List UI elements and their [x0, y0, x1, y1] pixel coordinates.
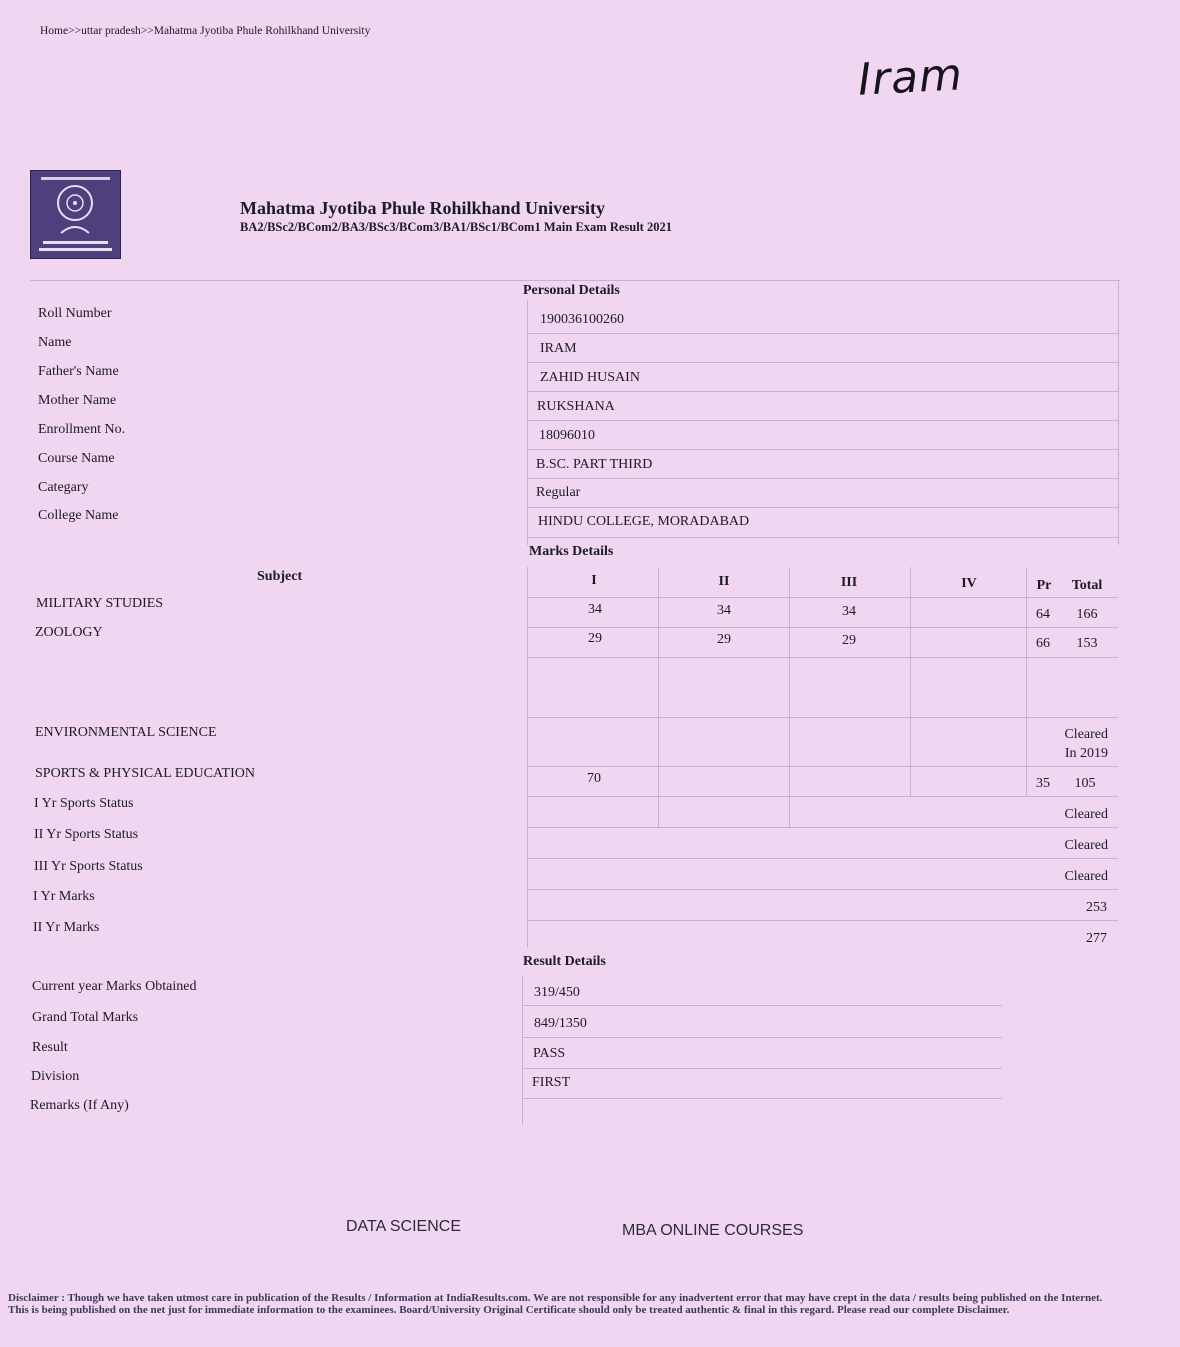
- environmental-science-status: Cleared: [1064, 727, 1108, 742]
- column-divider: [789, 567, 790, 827]
- name-label: Name: [38, 335, 72, 350]
- row-divider: [527, 717, 1118, 718]
- marks-details-heading: Marks Details: [529, 544, 614, 559]
- environmental-science-year: In 2019: [1064, 746, 1108, 761]
- breadcrumb-home-link[interactable]: Home: [40, 25, 69, 37]
- column-divider: [1026, 567, 1027, 797]
- sports-status-label: I Yr Sports Status: [34, 796, 134, 811]
- college-name-label: College Name: [38, 508, 119, 523]
- current-year-marks-value: 319/450: [534, 985, 580, 1000]
- total-column-header: Total: [1071, 578, 1103, 593]
- row-divider: [527, 627, 1118, 628]
- year-marks-label: I Yr Marks: [33, 889, 95, 904]
- current-year-marks-label: Current year Marks Obtained: [32, 979, 197, 994]
- roll-number-value: 190036100260: [540, 312, 624, 327]
- sports-status-value: Cleared: [1064, 807, 1108, 822]
- paper-ii-mark: 34: [717, 603, 731, 618]
- mother-name-label: Mother Name: [38, 393, 117, 408]
- year-marks-value: 253: [1086, 900, 1107, 915]
- college-name-value: HINDU COLLEGE, MORADABAD: [538, 514, 750, 529]
- sports-total: 105: [1074, 776, 1096, 791]
- row-divider: [527, 478, 1118, 479]
- division-value: FIRST: [532, 1075, 571, 1090]
- row-divider: [527, 597, 1118, 598]
- row-divider: [527, 391, 1118, 392]
- exam-title: BA2/BSc2/BCom2/BA3/BSc3/BCom3/BA1/BSc1/BCom1 Main Exam Result 2021: [240, 220, 672, 234]
- practical-mark: 64: [1036, 607, 1050, 622]
- sports-subject-name: SPORTS & PHYSICAL EDUCATION: [35, 766, 255, 781]
- row-divider: [527, 362, 1118, 363]
- year-marks-value: 277: [1086, 931, 1107, 946]
- course-name-value: B.SC. PART THIRD: [536, 457, 653, 472]
- father-name-label: Father's Name: [38, 364, 119, 379]
- university-logo: [30, 170, 121, 259]
- disclaimer-text: Disclaimer : Though we have taken utmost care in publication of the Results / Information at IndiaResults.com. We are not responsible for any inadvertent error that may have crept in the data / results being published on the Internet. This is being published on the net just for immediate information to the examinees. Board/University Original Certificate should only be treated authentic & final in this regard. Please read our complete Disclaimer.: [8, 1292, 1103, 1316]
- year-marks-label: II Yr Marks: [33, 920, 100, 935]
- father-name-value: ZAHID HUSAIN: [540, 370, 640, 385]
- roll-number-label: Roll Number: [38, 306, 112, 321]
- breadcrumb-separator: >>: [68, 25, 82, 37]
- column-divider: [527, 300, 528, 545]
- row-divider: [527, 827, 1118, 828]
- row-divider: [527, 420, 1118, 421]
- grand-total-value: 849/1350: [534, 1016, 587, 1031]
- practical-column-header: Pr: [1036, 578, 1052, 593]
- mother-name-value: RUKSHANA: [537, 399, 615, 414]
- university-name: Mahatma Jyotiba Phule Rohilkhand University: [240, 198, 606, 218]
- data-science-link[interactable]: DATA SCIENCE: [346, 1218, 461, 1235]
- sports-status-value: Cleared: [1064, 869, 1108, 884]
- sports-status-label: II Yr Sports Status: [34, 827, 139, 842]
- column-divider: [527, 567, 528, 947]
- paper-iii-mark: 34: [842, 604, 856, 619]
- sports-paper-i-mark: 70: [587, 771, 601, 786]
- subject-column-header: Subject: [257, 569, 303, 584]
- name-value: IRAM: [540, 341, 577, 356]
- result-details-heading: Result Details: [523, 954, 606, 969]
- row-divider: [522, 1068, 1002, 1069]
- paper-i-mark: 29: [588, 631, 602, 646]
- course-name-label: Course Name: [38, 451, 115, 466]
- paper-ii-column-header: II: [718, 574, 730, 589]
- result-value: PASS: [533, 1046, 566, 1061]
- column-divider: [658, 567, 659, 827]
- enrollment-label: Enrollment No.: [38, 422, 126, 437]
- row-divider: [527, 449, 1118, 450]
- enrollment-value: 18096010: [539, 428, 595, 443]
- row-divider: [522, 1098, 1002, 1099]
- paper-i-mark: 34: [588, 602, 602, 617]
- table-border: [30, 280, 1120, 281]
- grand-total-label: Grand Total Marks: [32, 1010, 139, 1025]
- paper-iii-column-header: III: [840, 575, 858, 590]
- paper-iv-column-header: IV: [961, 576, 977, 591]
- row-divider: [522, 1037, 1002, 1038]
- sports-status-label: III Yr Sports Status: [34, 859, 143, 874]
- personal-details-heading: Personal Details: [523, 283, 620, 298]
- breadcrumb-current: Mahatma Jyotiba Phule Rohilkhand University: [153, 25, 371, 37]
- paper-i-column-header: I: [591, 573, 597, 588]
- subject-total: 153: [1076, 636, 1098, 651]
- row-divider: [527, 657, 1118, 658]
- row-divider: [522, 1005, 1002, 1006]
- university-emblem-icon: [31, 171, 120, 258]
- division-label: Division: [31, 1069, 80, 1084]
- subject-total: 166: [1076, 607, 1098, 622]
- sports-status-value: Cleared: [1064, 838, 1108, 853]
- handwritten-signature: Iram: [856, 49, 965, 106]
- practical-mark: 66: [1036, 636, 1050, 651]
- row-divider: [527, 537, 1118, 538]
- category-label: Categary: [38, 480, 89, 495]
- breadcrumb-separator: >>: [140, 25, 154, 37]
- column-divider: [522, 975, 523, 1125]
- result-label: Result: [32, 1040, 68, 1055]
- table-border: [1118, 280, 1119, 545]
- row-divider: [527, 858, 1118, 859]
- row-divider: [527, 766, 1118, 767]
- sports-practical-mark: 35: [1036, 776, 1050, 791]
- row-divider: [527, 507, 1118, 508]
- category-value: Regular: [536, 485, 581, 500]
- column-divider: [910, 567, 911, 797]
- row-divider: [527, 796, 1118, 797]
- breadcrumb-state-link[interactable]: uttar pradesh: [81, 25, 141, 37]
- row-divider: [527, 920, 1118, 921]
- row-divider: [527, 333, 1118, 334]
- subject-name: ZOOLOGY: [35, 625, 103, 640]
- breadcrumb: [40, 25, 370, 37]
- row-divider: [527, 889, 1118, 890]
- remarks-label: Remarks (If Any): [30, 1098, 129, 1113]
- environmental-science-label: ENVIRONMENTAL SCIENCE: [35, 725, 217, 740]
- mba-online-courses-link[interactable]: MBA ONLINE COURSES: [622, 1222, 804, 1239]
- paper-ii-mark: 29: [717, 632, 731, 647]
- subject-name: MILITARY STUDIES: [36, 596, 164, 611]
- paper-iii-mark: 29: [842, 633, 856, 648]
